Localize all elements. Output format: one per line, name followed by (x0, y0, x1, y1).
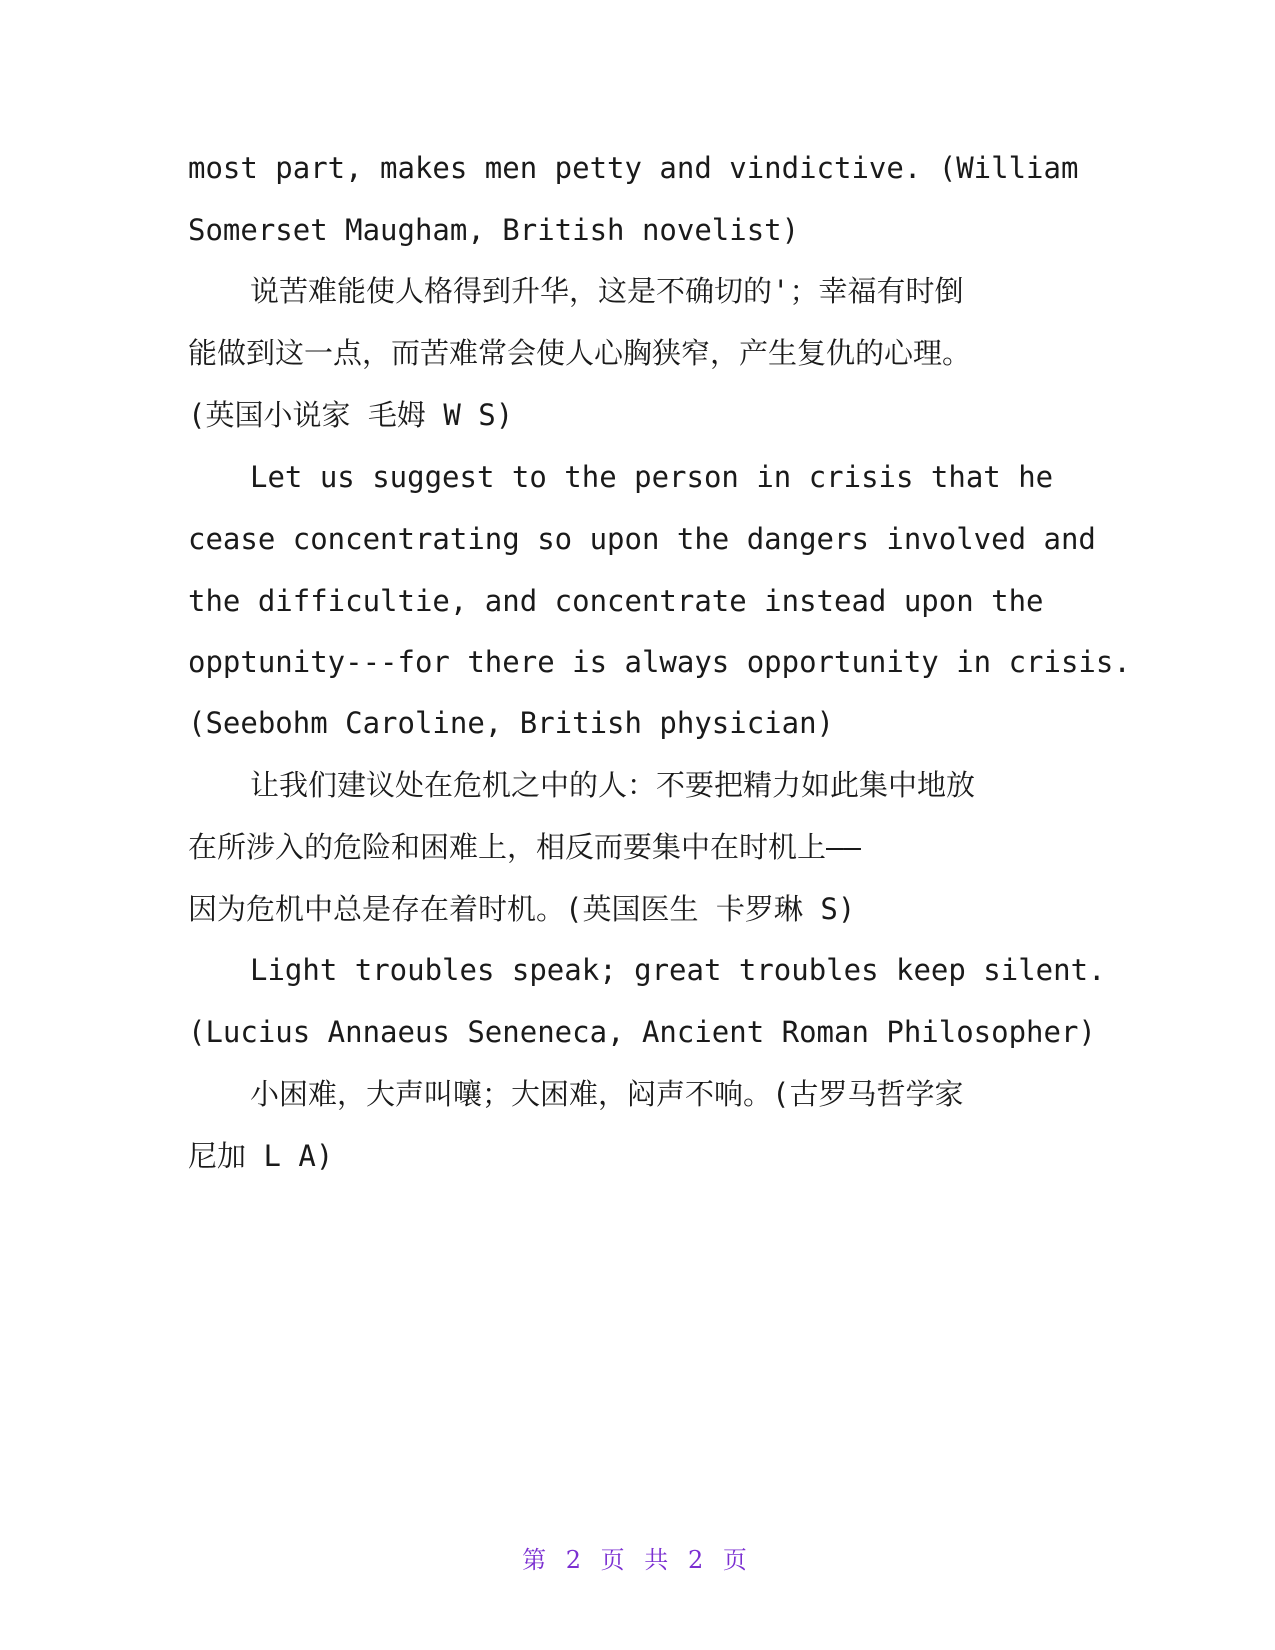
text-line: 能做到这一点，而苦难常会使人心胸狭窄，产生复仇的心理。 (188, 336, 972, 370)
text-line: (Seebohm Caroline, British physician) (188, 706, 835, 740)
text-line: (Lucius Annaeus Seneneca, Ancient Roman Philosopher) (188, 1015, 1096, 1049)
text-line: 尼加 L A) (188, 1139, 334, 1173)
page-footer: 第 2 页 共 2 页 (522, 1546, 753, 1574)
text-line: the difficultie, and concentrate instead upon the (188, 584, 1044, 618)
text-line: 让我们建议处在危机之中的人：不要把精力如此集中地放 (250, 768, 976, 802)
text-line: 说苦难能使人格得到升华，这是不确切的'；幸福有时倒 (250, 274, 964, 308)
text-line: Light troubles speak; great troubles keep silent. (250, 953, 1106, 987)
text-line: most part, makes men petty and vindictive. (William (188, 151, 1079, 185)
text-line: opptunity---for there is always opportunity in crisis. (188, 645, 1131, 679)
text-line: (英国小说家 毛姆 W S) (188, 398, 514, 432)
text-line: 在所涉入的危险和困难上，相反而要集中在时机上—— (188, 830, 861, 864)
text-line: Somerset Maugham, British novelist) (188, 213, 800, 247)
text-line: cease concentrating so upon the dangers involved and (188, 522, 1096, 556)
text-line: 小困难，大声叫嚷；大困难，闷声不响。(古罗马哲学家 (250, 1077, 964, 1111)
text-line: 因为危机中总是存在着时机。(英国医生 卡罗琳 S) (188, 892, 856, 926)
text-line: Let us suggest to the person in crisis that he (250, 460, 1054, 494)
